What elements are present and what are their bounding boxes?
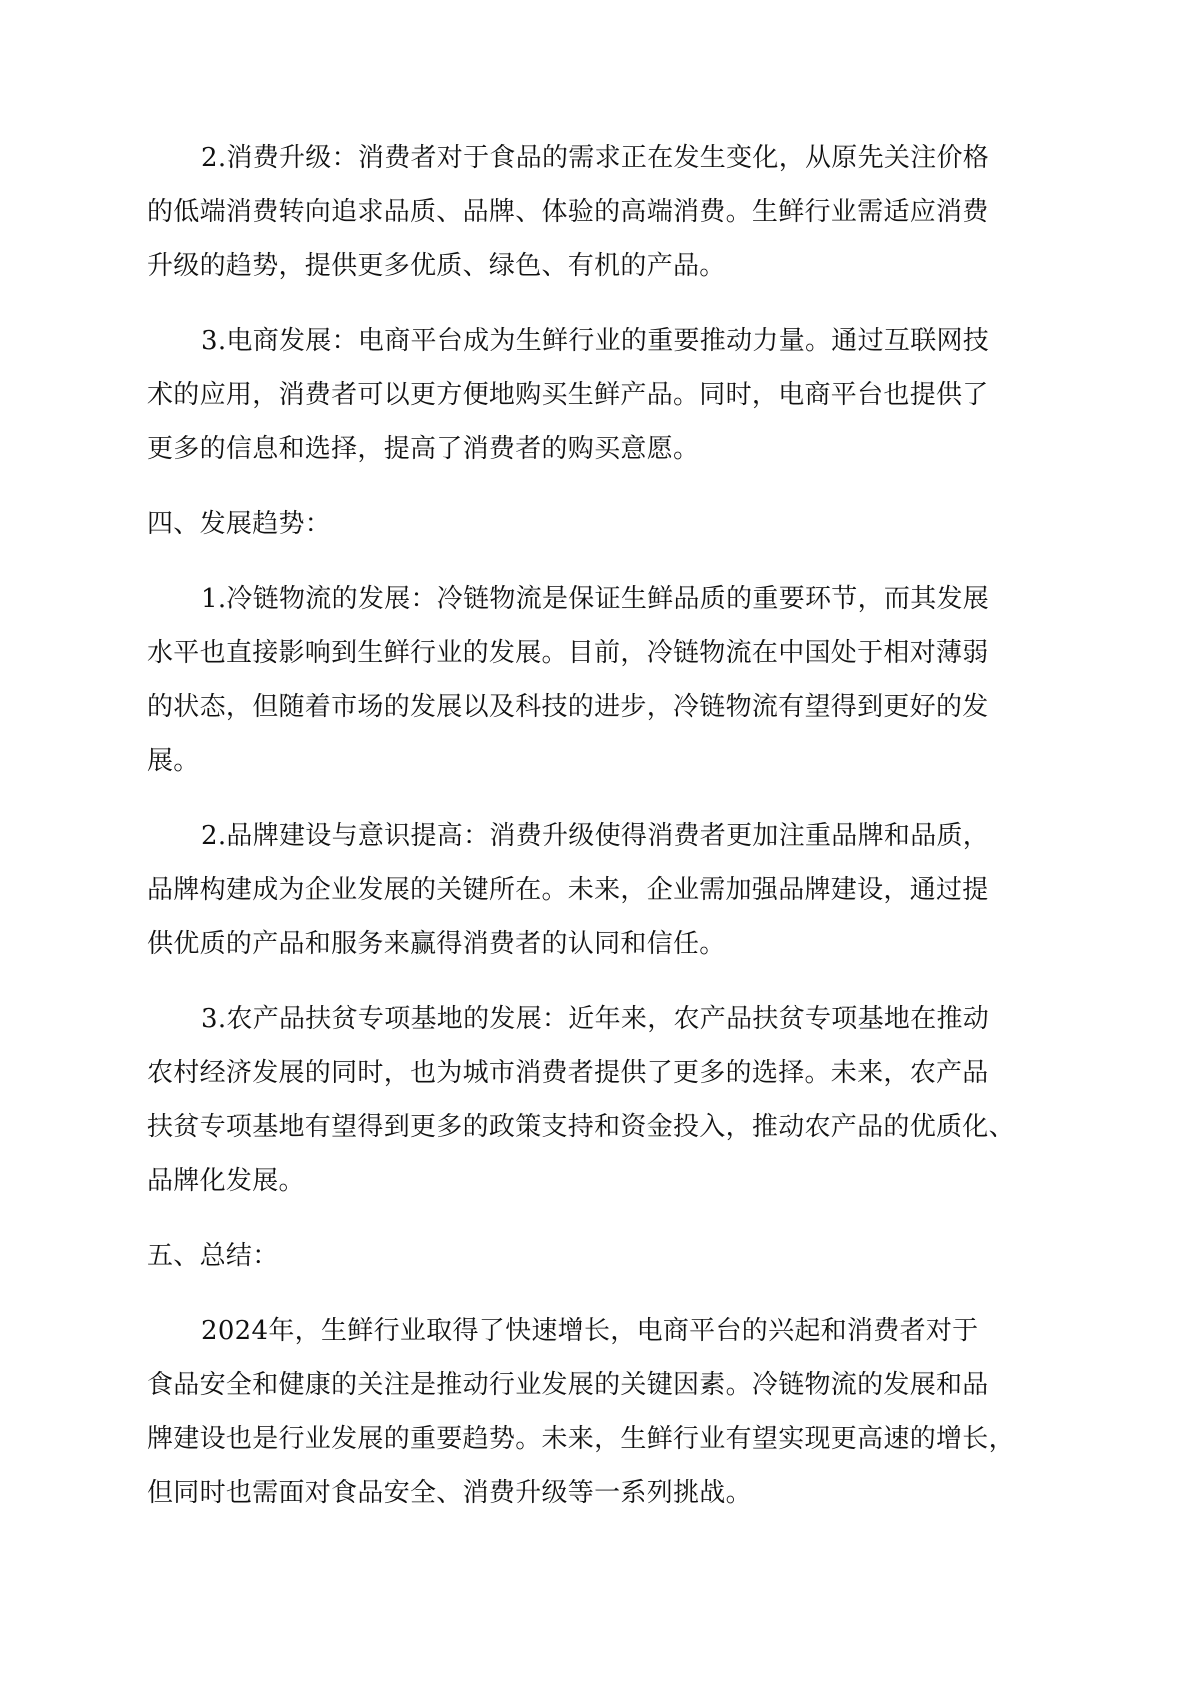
paragraph-consumption-upgrade-line: 升级的趋势，提供更多优质、绿色、有机的产品。: [147, 251, 726, 281]
paragraph-ecommerce-line: 更多的信息和选择，提高了消费者的购买意愿。: [147, 434, 700, 464]
paragraph-cold-chain-line: 的状态，但随着市场的发展以及科技的进步，冷链物流有望得到更好的发: [147, 692, 989, 722]
paragraph-summary-line: 2024年，生鲜行业取得了快速增长，电商平台的兴起和消费者对于: [201, 1316, 979, 1346]
paragraph-agri-base-line: 扶贫专项基地有望得到更多的政策支持和资金投入，推动农产品的优质化、: [147, 1112, 1015, 1142]
paragraph-cold-chain-line: 水平也直接影响到生鲜行业的发展。目前，冷链物流在中国处于相对薄弱: [147, 638, 989, 668]
paragraph-cold-chain-line: 1.冷链物流的发展：冷链物流是保证生鲜品质的重要环节，而其发展: [201, 584, 990, 614]
paragraph-ecommerce-line: 术的应用，消费者可以更方便地购买生鲜产品。同时，电商平台也提供了: [147, 380, 989, 410]
paragraph-consumption-upgrade-line: 的低端消费转向追求品质、品牌、体验的高端消费。生鲜行业需适应消费: [147, 197, 989, 227]
paragraph-ecommerce-line: 3.电商发展：电商平台成为生鲜行业的重要推动力量。通过互联网技: [201, 326, 990, 356]
paragraph-brand-line: 供优质的产品和服务来赢得消费者的认同和信任。: [147, 929, 726, 959]
paragraph-agri-base-line: 农村经济发展的同时，也为城市消费者提供了更多的选择。未来，农产品: [147, 1058, 989, 1088]
paragraph-consumption-upgrade-line: 2.消费升级：消费者对于食品的需求正在发生变化，从原先关注价格: [201, 143, 990, 173]
section-heading-summary: 五、总结：: [147, 1241, 279, 1271]
paragraph-agri-base-line: 3.农产品扶贫专项基地的发展：近年来，农产品扶贫专项基地在推动: [201, 1004, 990, 1034]
paragraph-summary-line: 食品安全和健康的关注是推动行业发展的关键因素。冷链物流的发展和品: [147, 1370, 989, 1400]
paragraph-brand-line: 品牌构建成为企业发展的关键所在。未来，企业需加强品牌建设，通过提: [147, 875, 989, 905]
paragraph-brand-line: 2.品牌建设与意识提高：消费升级使得消费者更加注重品牌和品质，: [201, 821, 990, 851]
paragraph-summary-line: 但同时也需面对食品安全、消费升级等一系列挑战。: [147, 1478, 752, 1508]
paragraph-summary-line: 牌建设也是行业发展的重要趋势。未来，生鲜行业有望实现更高速的增长，: [147, 1424, 1015, 1454]
paragraph-agri-base-line: 品牌化发展。: [147, 1166, 305, 1196]
section-heading-trends: 四、发展趋势：: [147, 509, 332, 539]
paragraph-cold-chain-line: 展。: [147, 746, 200, 776]
